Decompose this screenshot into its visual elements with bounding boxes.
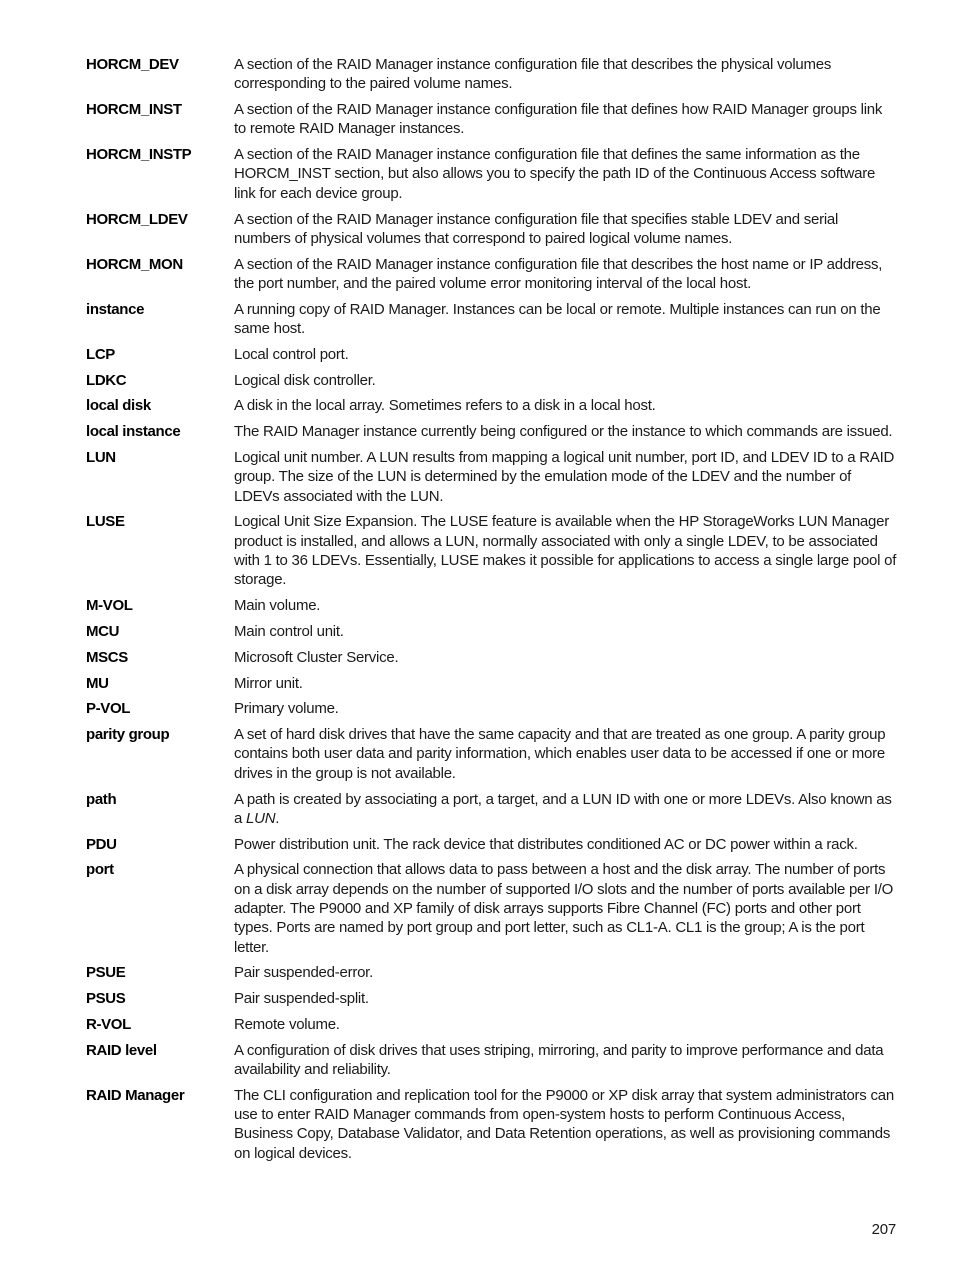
glossary-definition: A physical connection that allows data to pass between a host and the disk array. The number of ports on a disk array depends on the number of supported I/O slots and the number of ports available per I/O adapter. The P9000 and XP family of disk arrays supports Fibre Channel (FC) ports and other port types. Ports are named by port group and port letter, such as CL1-A. CL1 is the group; A is the port letter. [234,861,894,956]
glossary-entry-r-vol [86,1015,898,1034]
glossary-entry-horcm-mon [86,255,898,294]
glossary-definition: The RAID Manager instance currently being configured or the instance to which commands are issued. [234,423,893,441]
glossary-entry-instance [86,300,898,339]
glossary-definition: A section of the RAID Manager instance configuration file that defines how RAID Manager groups link to remote RAID Manager instances. [234,101,883,138]
glossary-definition: The CLI configuration and replication tool for the P9000 or XP disk array that system administrators can use to enter RAID Manager commands from open-system hosts to perform Continuous Access, Business Copy, Database Validator, and Data Retention operations, as well as provisioning commands on logical devices. [234,1086,894,1162]
glossary-term: P-VOL [86,700,131,718]
glossary-entry-local-instance [86,422,898,441]
glossary-definition: A disk in the local array. Sometimes refers to a disk in a local host. [234,397,656,415]
glossary-term: MCU [86,622,120,640]
glossary-entry-m-vol [86,596,898,615]
glossary-entry-raid-manager [86,1086,898,1163]
glossary-entry-lun [86,448,898,506]
glossary-entry-luse [86,512,898,589]
glossary-definition: Local control port. [234,345,349,363]
glossary-term: parity group [86,726,170,744]
glossary-term: M-VOL [86,597,133,615]
glossary-entry-horcm-inst [86,100,898,139]
glossary-term: R-VOL [86,1015,131,1033]
glossary-entry-pdu [86,835,898,854]
glossary-definition: A section of the RAID Manager instance configuration file that describes the host name or IP address, the port number, and the paired volume error monitoring interval of the local host. [234,255,883,292]
glossary-definition: A set of hard disk drives that have the same capacity and that are treated as one group. A parity group contains both user data and parity information, which enables user data to be accessed if one or more drives in the group is not available. [234,726,886,782]
glossary-entry-mu [86,674,898,693]
glossary-definition: A configuration of disk drives that uses striping, mirroring, and parity to improve performance and data availability and reliability. [234,1041,884,1079]
definition-emphasis: LUN [246,809,276,827]
definition-text: A path is created by associating a port, a target, and a LUN ID with one or more LDEVs. Also known as a [234,790,892,827]
glossary-definition: Microsoft Cluster Service. [234,648,399,666]
glossary-definition: Primary volume. [234,700,339,718]
glossary-entry-p-vol [86,699,898,718]
glossary-definition: Pair suspended-error. [234,964,373,982]
glossary-definition: A section of the RAID Manager instance configuration file that specifies stable LDEV and serial numbers of physical volumes that correspond to paired logical volume names. [234,210,839,247]
glossary-definition: Logical disk controller. [234,371,376,389]
glossary-definition: Mirror unit. [234,674,303,692]
glossary-term: PDU [86,835,117,853]
glossary-definition: Main control unit. [234,622,344,640]
glossary-term: port [86,861,114,879]
glossary-term: HORCM_INST [86,101,182,119]
glossary-term: path [86,790,117,808]
glossary-term: HORCM_DEV [86,56,179,73]
glossary-entry-psus [86,989,898,1008]
glossary-term: RAID Manager [86,1086,185,1104]
glossary-definition: Power distribution unit. The rack device that distributes conditioned AC or DC power within a rack. [234,835,858,853]
glossary-entry-horcm-ldev [86,210,898,249]
glossary-term: LCP [86,345,115,363]
glossary-term: MU [86,674,109,692]
glossary-definition [234,790,898,829]
glossary-entry-path [86,790,898,829]
glossary-entry-port [86,860,898,956]
glossary-entry-mscs [86,648,898,667]
glossary-term: HORCM_MON [86,255,183,273]
glossary-definition: A running copy of RAID Manager. Instances can be local or remote. Multiple instances can run on the same host. [234,300,881,338]
glossary-entry-horcm-dev [86,55,898,94]
glossary-term: LUSE [86,513,125,531]
glossary-term: LUN [86,449,116,467]
glossary-entry-ldkc [86,371,898,390]
glossary-entry-parity-group [86,725,898,783]
glossary-definition: Pair suspended-split. [234,990,369,1008]
glossary-term: HORCM_INSTP [86,146,192,164]
glossary-list [86,55,898,1170]
glossary-term: LDKC [86,371,127,389]
glossary-term: instance [86,300,145,318]
glossary-term: HORCM_LDEV [86,210,188,228]
glossary-definition: Main volume. [234,597,321,615]
glossary-term: PSUE [86,964,126,982]
glossary-term: local instance [86,423,181,441]
glossary-entry-raid-level [86,1041,898,1080]
glossary-definition: A section of the RAID Manager instance configuration file that describes the physical volumes corresponding to the paired volume names. [234,56,832,93]
glossary-definition: A section of the RAID Manager instance configuration file that defines the same information as the HORCM_INST section, but also allows you to specify the path ID of the Continuous Access software link for each device group. [234,146,876,202]
glossary-definition: Remote volume. [234,1015,340,1033]
glossary-term: local disk [86,397,151,415]
glossary-entry-lcp [86,345,898,364]
glossary-term: RAID level [86,1041,157,1059]
glossary-entry-mcu [86,622,898,641]
page-number: 207 [871,1221,896,1238]
glossary-term: MSCS [86,648,128,666]
glossary-entry-local-disk [86,396,898,415]
glossary-definition: Logical unit number. A LUN results from mapping a logical unit number, port ID, and LDEV ID to a RAID group. The size of the LUN is determined by the emulation mode of the LDEV and the number of LDEVs associated with the LUN. [234,449,895,505]
glossary-term: PSUS [86,990,126,1008]
definition-text-after: . [275,809,280,827]
glossary-entry-horcm-instp [86,145,898,203]
glossary-entry-psue [86,963,898,982]
glossary-definition: Logical Unit Size Expansion. The LUSE feature is available when the HP StorageWorks LUN Manager product is installed, and allows a LUN, normally associated with only a single LDEV, to be associated with 1 to 36 LDEVs. Essentially, LUSE makes it possible for applications to access a single large pool of storage. [234,513,897,589]
